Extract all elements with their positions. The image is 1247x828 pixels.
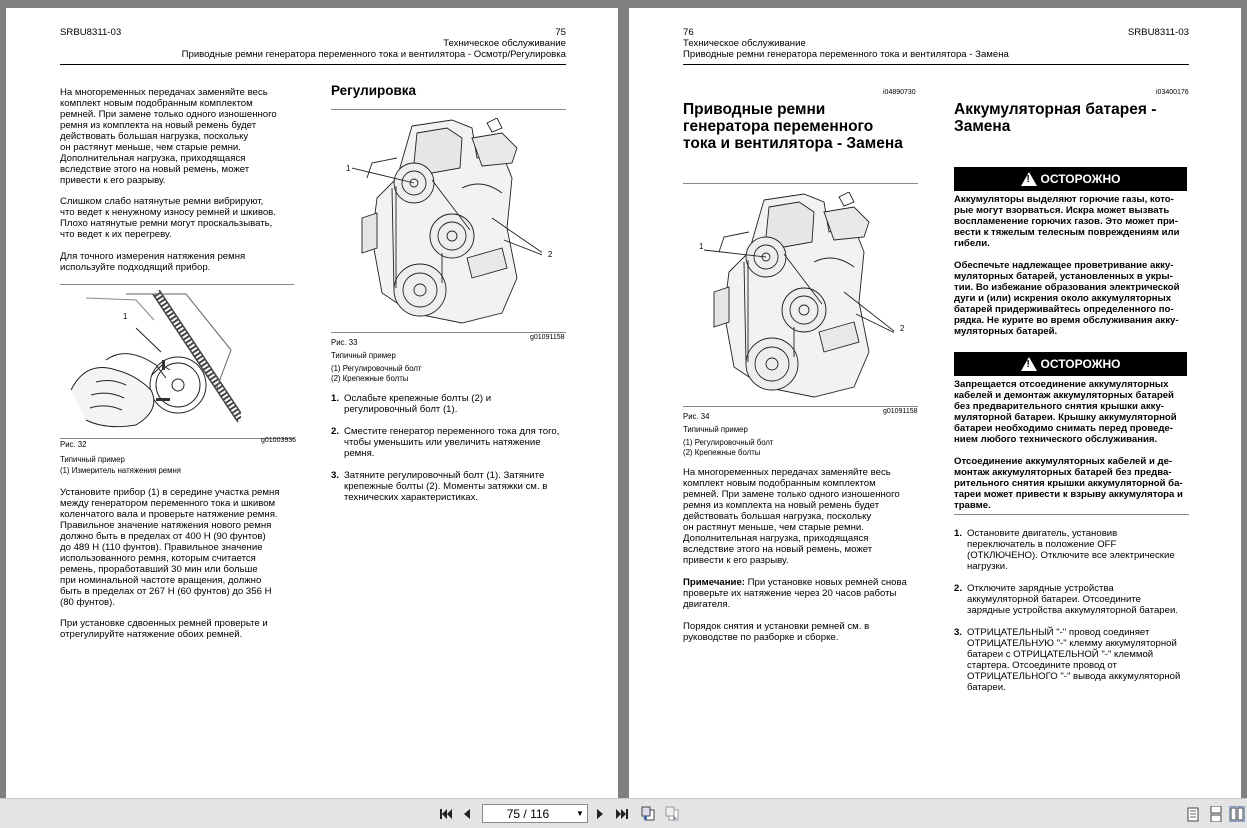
first-page-icon: [439, 807, 453, 821]
figure-id: g01003936: [261, 437, 297, 444]
single-page-view-button[interactable]: [1186, 806, 1200, 822]
header-rule: [683, 64, 1189, 65]
page-number: 76: [683, 27, 694, 38]
belt-gauge-illustration: [66, 290, 241, 432]
warning-text: Обеспечьте надлежащее проветривание акку- муляторных батарей, установленных в укры- тии. Во избежание образования электрической дуги и (или) искрения около аккумуляторных батарей придерживайтесь определенного по- рядка. Не курите во время обслуживания акку- муляторных батарей.: [954, 260, 1180, 337]
figure-rule: [683, 406, 918, 407]
section-id: i04890730: [883, 89, 916, 96]
warning-triangle-icon: !: [1021, 357, 1037, 371]
step-text: Затяните регулировочный болт (1). Затяните крепежные болты (2). Моменты затяжки см. в технических характеристиках.: [344, 470, 548, 503]
next-page-button[interactable]: [593, 806, 607, 822]
paragraph: На многоременных передачах заменяйте весь комплект новым подобранным комплектом ремней. При замене только одного изношенного ремня из комплекта на новый ремень будет действовать большая нагрузка, поскольку он растянут меньше, чем старые ремни. Дополнительная нагрузка, приходящаяся вследствие этого на новый ремень, может привести к его разрыву.: [683, 467, 900, 566]
doc-id: SRBU8311-03: [1127, 27, 1189, 38]
left-page: [6, 8, 618, 798]
chevron-down-icon: ▼: [576, 809, 584, 818]
warning-text: Отсоединение аккумуляторных кабелей и де- монтаж аккумуляторных батарей без предва- рительного снятия крышки аккумуляторной ба- тареи может привести к взрыву аккумулятора и травме.: [954, 456, 1183, 511]
step-text: Ослабьте крепежные болты (2) и регулировочный болт (1).: [344, 393, 492, 415]
header-rule: [60, 64, 566, 65]
continuous-view-button[interactable]: [1209, 806, 1223, 822]
paragraph: Для точного измерения натяжения ремня используйте подходящий прибор.: [60, 251, 246, 273]
figure-rule: [331, 332, 566, 333]
step-number: 2.: [954, 583, 963, 594]
figure-callout: 1: [123, 312, 128, 321]
section-id: i03400176: [1156, 89, 1189, 96]
warning-label: ОСТОРОЖНО: [1040, 357, 1121, 371]
figure-legend: (1) Регулировочный болт (2) Крепежные болты: [331, 364, 422, 383]
warning-text: Аккумуляторы выделяют горючие газы, кото- рые могут взорваться. Искра может вызвать воспламенение горючих газов. Это может при- вести к тяжелым телесным повреждениям или гибели.: [954, 194, 1180, 249]
page-number: 75: [555, 27, 566, 38]
figure-id: g01091158: [883, 408, 918, 415]
paragraph: На многоременных передачах заменяйте весь комплект новым подобранным комплектом ремней. При замене только одного изношенного ремня из комплекта на новый ремень будет действовать большая нагрузка, поскольку он растянут меньше, чем старые ремни. Дополнительная нагрузка, приходящаяся вследствие этого на новый ремень, может привести к его разрыву.: [60, 87, 277, 186]
section-title: Регулировка: [331, 83, 417, 98]
previous-view-button[interactable]: [640, 806, 656, 822]
step-number: 3.: [331, 470, 340, 481]
step-number: 1.: [954, 528, 963, 539]
page-selector[interactable]: [482, 804, 588, 823]
section-title: Аккумуляторная батарея - Замена: [954, 101, 1157, 135]
note-label: Примечание:: [683, 577, 745, 588]
figure-callout: 1: [346, 164, 351, 173]
engine-illustration: [704, 192, 894, 402]
last-page-button[interactable]: [614, 806, 630, 822]
warning-text: Запрещается отсоединение аккумуляторных кабелей и демонтаж аккумуляторных батарей без предварительного снятия крышки акку- муляторной батареи. Крышку аккумуляторной батареи необходимо снимать перед проведе- нием любого технического обслуживания.: [954, 379, 1177, 445]
header-line2: Приводные ремни генератора переменного тока и вентилятора - Замена: [683, 49, 1009, 60]
figure-rule: [60, 438, 294, 439]
section-rule: [331, 109, 566, 110]
warning-banner: [954, 352, 1187, 376]
step-text: Сместите генератор переменного тока для того, чтобы уменьшить или увеличить натяжение ремня.: [344, 426, 560, 459]
header-line1: Техническое обслуживание: [443, 38, 566, 49]
right-page: [629, 8, 1241, 798]
doc-id: SRBU8311-03: [60, 27, 122, 38]
header-line1: Техническое обслуживание: [683, 38, 806, 49]
figure-label: Рис. 33: [331, 338, 358, 347]
warning-triangle-icon: !: [1021, 172, 1037, 186]
figure-legend: (1) Регулировочный болт (2) Крепежные болты: [683, 438, 774, 457]
page-indicator: 75 / 116: [506, 806, 550, 821]
next-view-icon: [664, 806, 680, 822]
previous-page-icon: [461, 807, 473, 821]
paragraph: Установите прибор (1) в середине участка ремня между генератором переменного тока и шкивом коленчатого вала и проверьте натяжение ремня. Правильное значение натяжения нового ремня должно быть в пределах от 400 Н (90 фунтов) до 489 Н (110 фунтов). Правильное значение использованного ремня, которым считается ремень, проработавший 30 мин или больше при номинальной частоте вращения, должно быть в пределах от 267 Н (60 фунтов) до 356 Н (80 фунтов).: [60, 487, 280, 608]
warning-rule: [954, 514, 1189, 515]
step-number: 3.: [954, 627, 963, 638]
figure-id: g01091158: [530, 334, 565, 341]
previous-page-button[interactable]: [460, 806, 474, 822]
paragraph: При установке сдвоенных ремней проверьте и отрегулируйте натяжение обоих ремней.: [60, 618, 268, 640]
warning-label: ОСТОРОЖНО: [1040, 172, 1121, 186]
facing-pages-icon: [1230, 807, 1244, 821]
single-page-icon: [1187, 807, 1199, 822]
section-title: Приводные ремни генератора переменного тока и вентилятора - Замена: [683, 101, 903, 152]
facing-view-button[interactable]: [1229, 806, 1245, 822]
figure-caption: Типичный пример: [683, 425, 748, 434]
figure-label: Рис. 34: [683, 412, 710, 421]
figure-callout: 2: [900, 324, 905, 333]
viewer-toolbar: [0, 798, 1247, 828]
step-text: Остановите двигатель, установив переключатель в положение OFF (ОТКЛЮЧЕНО). Отключите все электрические нагрузки.: [967, 528, 1175, 572]
paragraph: Слишком слабо натянутые ремни вибрируют, что ведет к ненужному износу ремней и шкивов. Плохо натянутые ремни могут проскальзывать, что ведет к их перегреву.: [60, 196, 276, 240]
warning-banner: [954, 167, 1187, 191]
next-view-button[interactable]: [664, 806, 680, 822]
figure-callout: 1: [699, 242, 704, 251]
figure-label: Рис. 32: [60, 440, 87, 449]
paragraph: Порядок снятия и установки ремней см. в руководстве по разборке и сборке.: [683, 621, 870, 643]
figure-rule: [683, 183, 918, 184]
figure-callout: 2: [548, 250, 553, 259]
previous-view-icon: [640, 806, 656, 822]
header-line2: Приводные ремни генератора переменного тока и вентилятора - Осмотр/Регулировка: [181, 49, 566, 60]
step-number: 2.: [331, 426, 340, 437]
figure-rule: [60, 284, 294, 285]
continuous-pages-icon: [1210, 806, 1222, 822]
step-number: 1.: [331, 393, 340, 404]
next-page-icon: [594, 807, 606, 821]
first-page-button[interactable]: [438, 806, 454, 822]
figure-caption: Типичный пример: [331, 351, 396, 360]
last-page-icon: [615, 807, 629, 821]
engine-illustration: [352, 118, 542, 328]
figure-caption: Типичный пример: [60, 455, 125, 464]
step-text: ОТРИЦАТЕЛЬНЫЙ "-" провод соединяет ОТРИЦАТЕЛЬНУЮ "-" клемму аккумуляторной батареи с ОТРИЦАТЕЛЬНОЙ "-" клеммой стартера. Отсоедините провод от ОТРИЦАТЕЛЬНОГО "-" вывода аккумуляторной батареи.: [967, 627, 1181, 693]
step-text: Отключите зарядные устройства аккумуляторной батареи. Отсоедините зарядные устройства аккумуляторной батареи.: [967, 583, 1178, 616]
figure-legend: (1) Измеритель натяжения ремня: [60, 466, 182, 475]
note: [683, 577, 923, 610]
note-text: При установке новых ремней снова проверьте их натяжение через 20 часов работы двигателя.: [683, 577, 907, 610]
